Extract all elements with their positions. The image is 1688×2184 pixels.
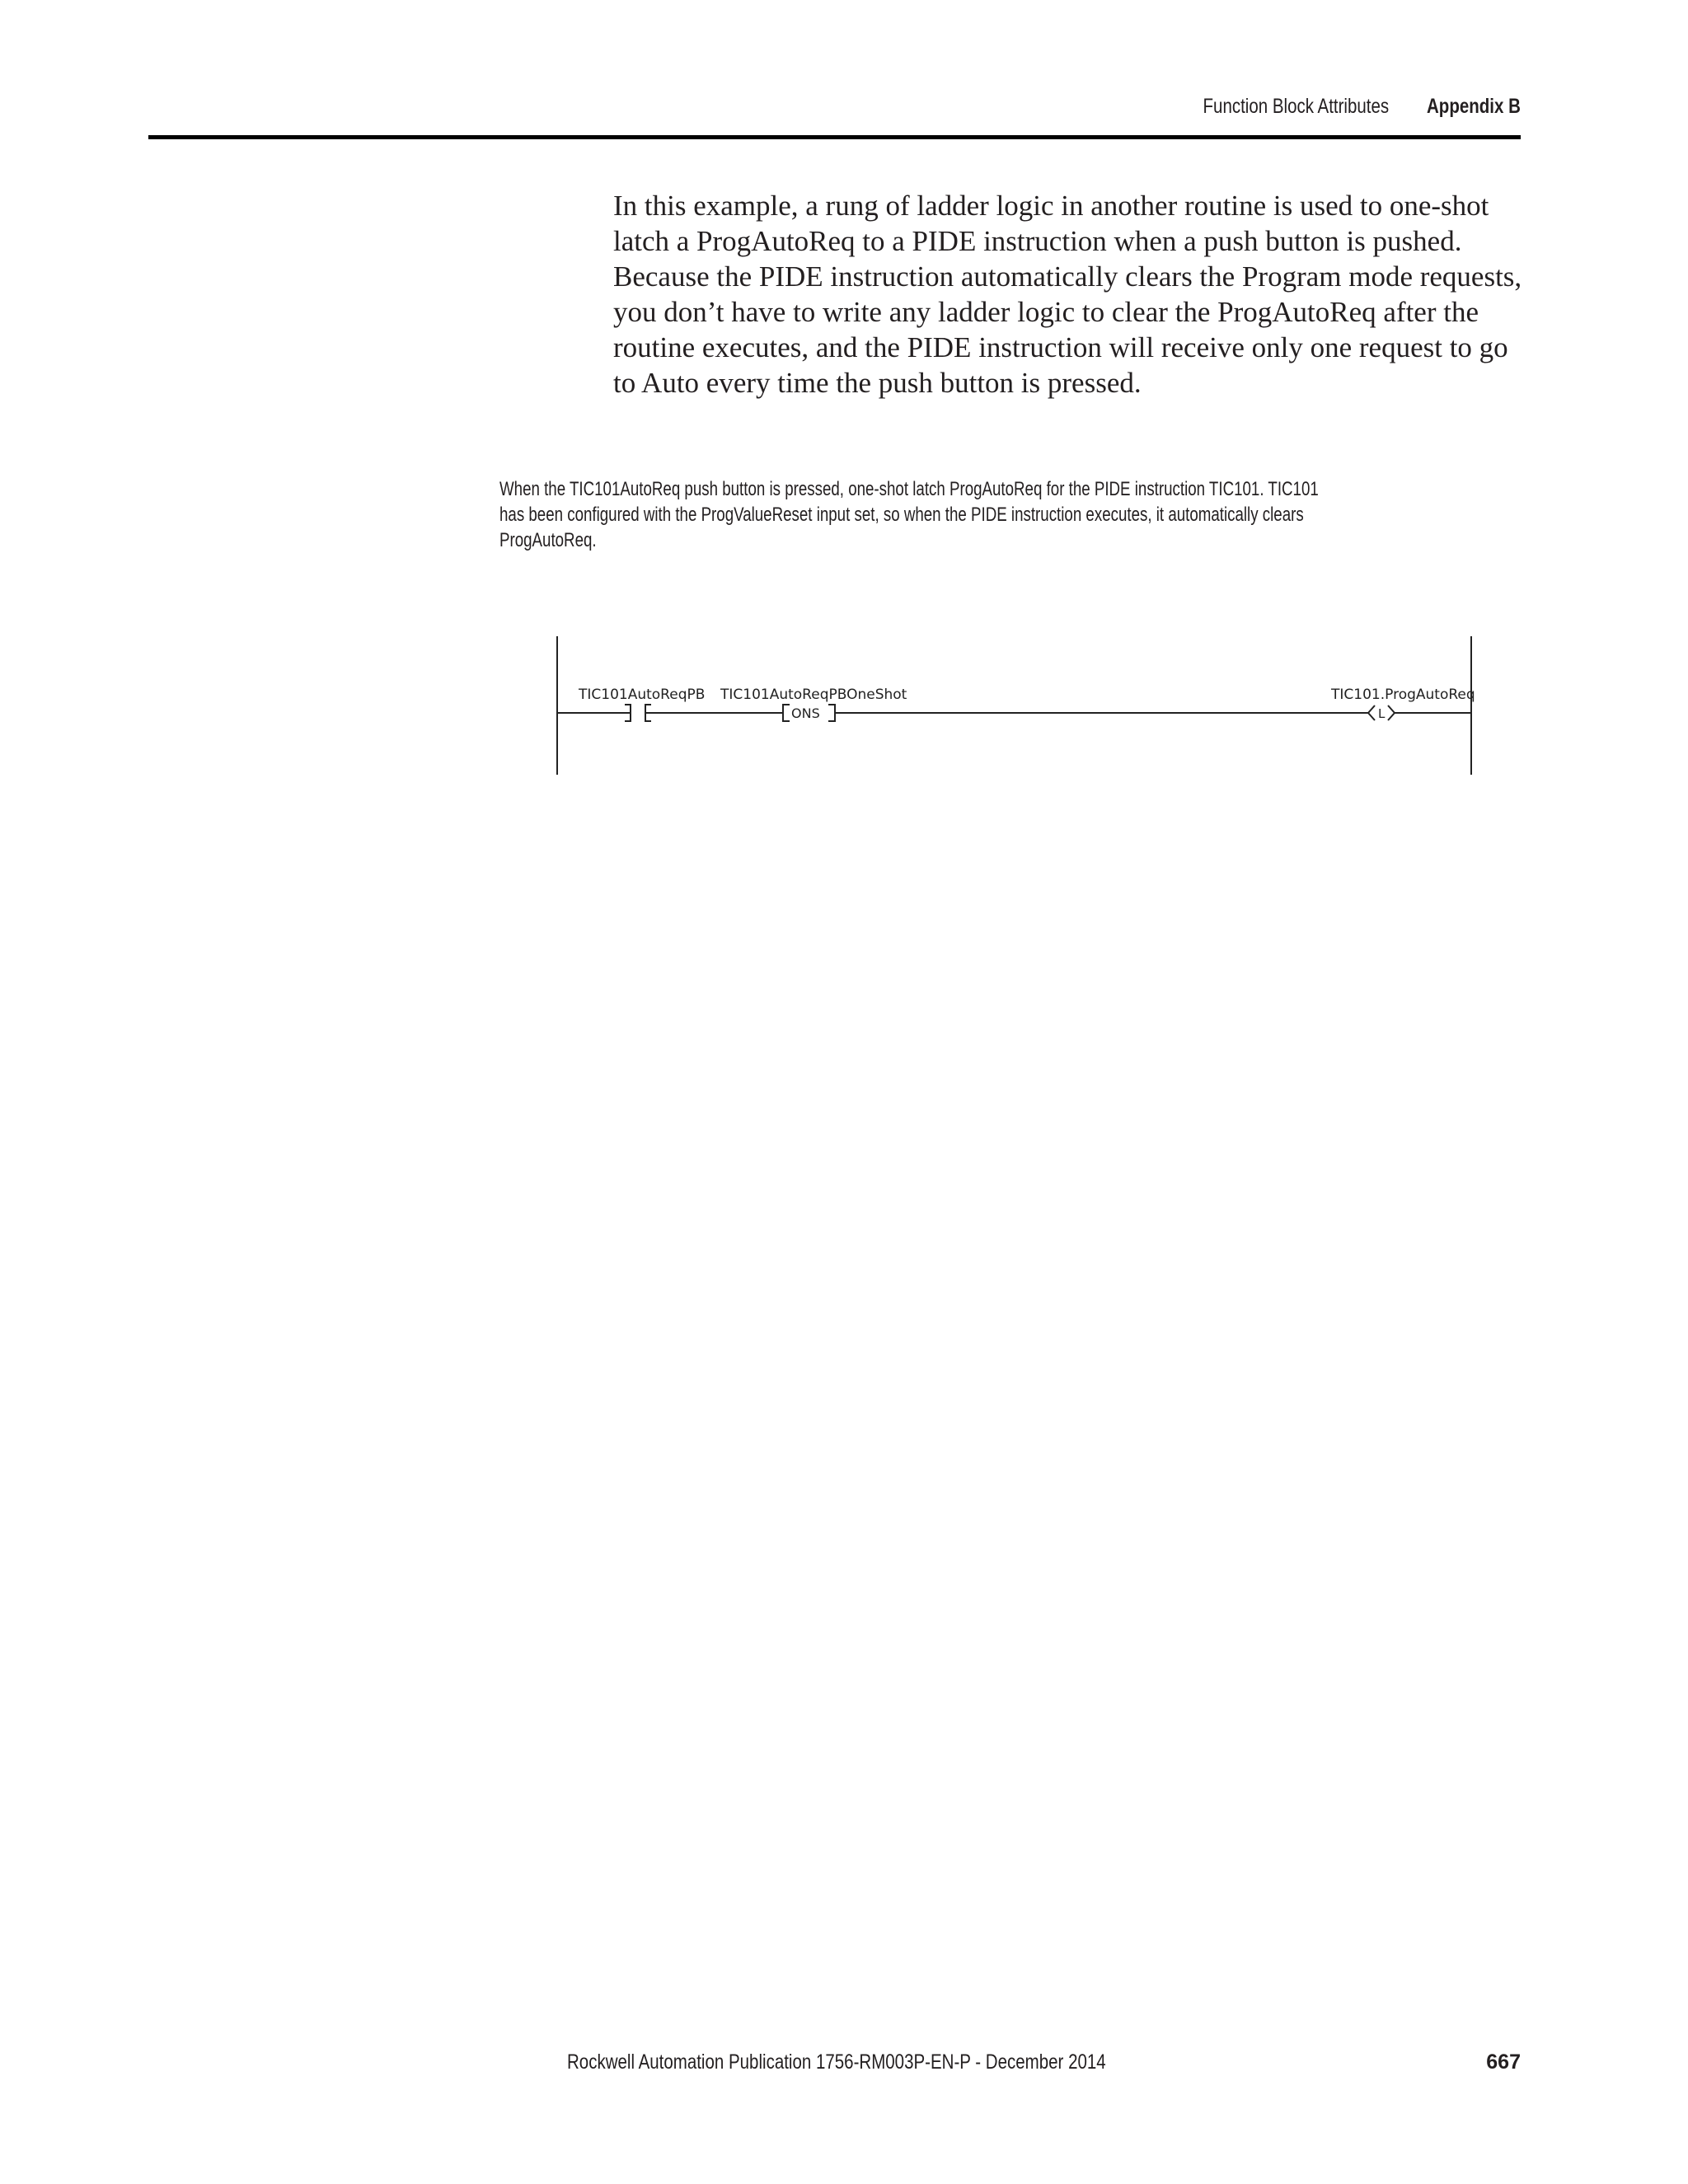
header-appendix-label: Appendix B [1427,95,1521,118]
footer-publication: Rockwell Automation Publication 1756-RM003P-EN-P - December 2014 [567,2050,1106,2074]
coil-tag-label: TIC101.ProgAutoReq [1331,687,1475,703]
header-section-title: Function Block Attributes [1203,95,1389,118]
ons-box-label: ONS [791,705,820,721]
page-header [148,91,1521,139]
figure-caption: When the TIC101AutoReq push button is pressed, one-shot latch ProgAutoReq for the PIDE instruction TIC101. TIC101 has been configured with the ProgValueReset input set, so when the PIDE instruction executes, it automatically clears ProgAutoReq. [499,478,1319,551]
ladder-logic-rung [544,626,1484,791]
coil-letter-label: L [1378,706,1386,721]
footer-page-number: 667 [1486,2050,1521,2074]
ons-tag-label: TIC101AutoReqPBOneShot [720,687,907,703]
contact-tag-label: TIC101AutoReqPB [579,687,706,703]
body-paragraph: In this example, a rung of ladder logic in another routine is used to one-shot latch a ProgAutoReq to a PIDE instruction when a push button is pushed. Because the PIDE instruction automatically clears the Program mode requests, you don’t have to write any ladder logic to clear the ProgAutoReq after the routine executes, and the PIDE instruction will receive only one request to go to Auto every time the push button is pressed. [613,190,1522,399]
